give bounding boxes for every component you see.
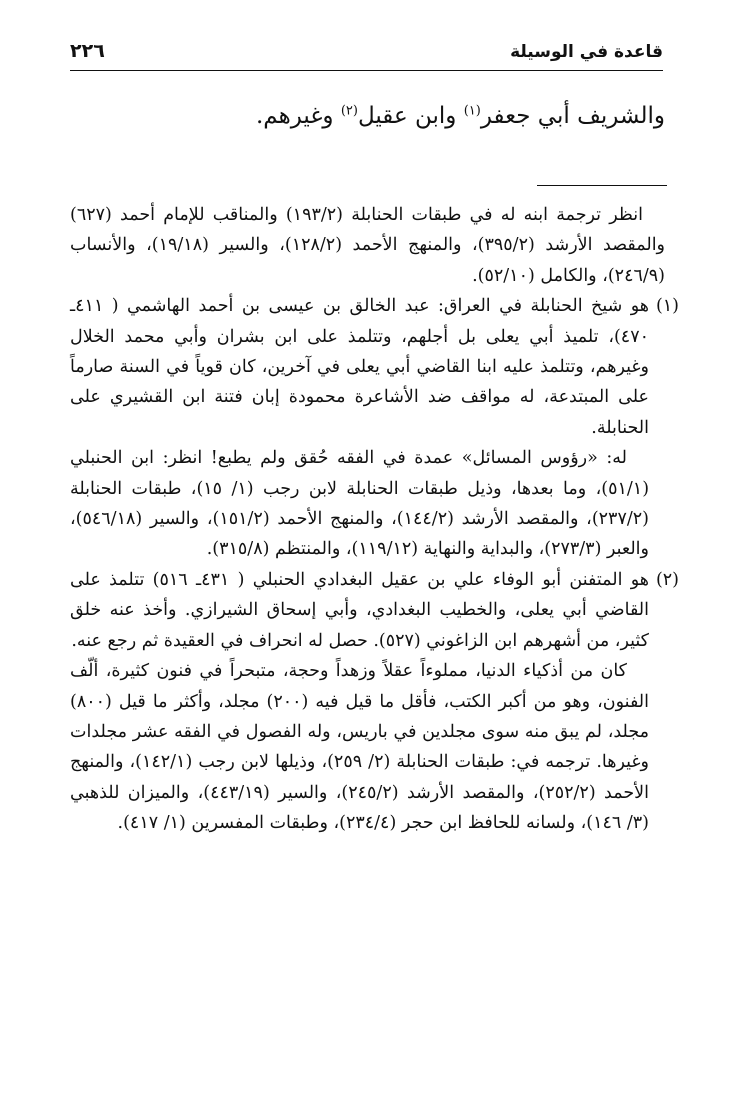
footnote-2-marker: (٢) <box>655 569 679 590</box>
running-title: قاعدة في الوسيلة <box>510 42 663 62</box>
footnote-2-para2: كان من أذكياء الدنيا، مملوءاً عقلاً وزهداً وحجة، متبحراً في فنون كثيرة، ألّف الفنون، وهو من أكبر الكتب، فأقل ما قيل فيه (٢٠٠) مجلد، وأكثر ما قيل (٨٠٠) مجلد، لم يبق منه سوى مجلدين في باريس، وله الفصول في الفقه عشر مجلدات وغيرها. ترجمه في: طبقات الحنابلة (٢/ ٢٥٩)، وذيلها لابن رجب (١٤٢/١)، والمنهج الأحمد (٢٥٢/٢)، والمقصد الأرشد (٢٤٥/٢)، والسير (٤٤٣/١٩)، والميزان للذهبي (٣/ ١٤٦)، ولسانه للحافظ ابن حجر (٢٣٤/٤)، وطبقات المفسرين (١/ ٤١٧). <box>70 661 650 834</box>
main-text-part2: وابن عقيل <box>357 103 464 129</box>
footnote-ref-2: (٢) <box>340 103 358 119</box>
footnotes <box>70 200 679 839</box>
page-number: ٢٢٦ <box>70 40 105 62</box>
footnote-continued: انظر ترجمة ابنه له في طبقات الحنابلة (١٩٣/٢) والمناقب للإمام أحمد (٦٢٧) والمقصد الأرشد (٣٩٥/٢)، والمنهج الأحمد (١٢٨/٢)، والسير (١٩/١٨)، والأنساب (٢٤٦/٩)، والكامل (٥٢/١٠). <box>70 205 666 286</box>
footnote-1 <box>70 291 679 565</box>
footnote-2 <box>70 565 679 839</box>
footnote-1-para2: له: «رؤوس المسائل» عمدة في الفقه حُقق ولم يطبع! انظر: ابن الحنبلي (٥١/١)، وما بعدها، وذيل طبقات الحنابلة لابن رجب (١/ ١٥)، طبقات الحنابلة (٢٣٧/٢)، والمقصد الأرشد (١٤٤/٢)، والمنهج الأحمد (١٥١/٢)، والسير (٥٤٦/١٨)، والعبر (٢٧٣/٣)، والبداية والنهاية (١١٩/١٢)، والمنتظم (٣١٥/٨). <box>70 448 650 560</box>
page-header <box>70 40 663 71</box>
footnote-2-para1: هو المتفنن أبو الوفاء علي بن عقيل البغدادي الحنبلي ( ٤٣١ـ ٥١٦) تتلمذ على القاضي أبي يعلى، والخطيب البغدادي، وأبي إسحاق الشيرازي. وأخذ عنه خلق كثير، من أشهرهم ابن الزاغوني (٥٢٧). حصل له انحراف في العقيدة ثم رجع عنه. <box>70 569 649 651</box>
footnote-1-para1: هو شيخ الحنابلة في العراق: عبد الخالق بن عيسى بن أحمد الهاشمي ( ٤١١ـ ٤٧٠)، تلميذ أبي يعلى بل أجلهم، وتتلمذ على ابن بشران وأبي محمد الخلال وغيرهم، وتتلمذ عليه ابنا القاضي أبي يعلى في آخرين، كان قوياً في السنة صارماً على المبتدعة، له مواقف ضد الأشاعرة محمودة إبان فتنة ابن القشيري على الحنابلة. <box>70 296 649 438</box>
footnote-separator <box>537 185 667 186</box>
footnote-ref-1: (١) <box>463 103 481 119</box>
main-text <box>70 95 665 137</box>
main-text-part1: والشريف أبي جعفر <box>480 103 665 129</box>
main-text-part3: وغيرهم. <box>255 103 341 129</box>
footnote-1-marker: (١) <box>655 296 679 317</box>
